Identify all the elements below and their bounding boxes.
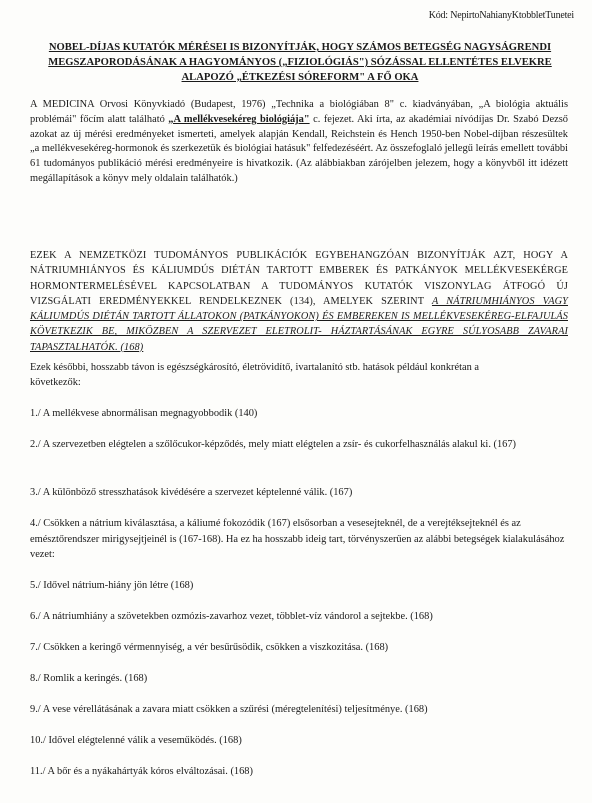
list-item-11: 11./ A bőr és a nyákahártyák kóros elváltozásai. (168) <box>30 766 253 777</box>
caps-underlined-text: A NÁTRIUMHIÁNYOS VAGY KÁLIUMDÚS DIÉTÁN TARTOTT ÁLLATOKON (PATKÁNYOKON) ÉS EMBEREKEN IS MELLÉKVESEKÉREG-ELFAJULÁS KÖVETKEZIK BE, MIKÖZBEN A SZERVEZET ELETROLIT- HÁZTARTÁSÁNAK EGYRE SÚLYOSABB ZAVARAI TAPASZTALHATÓK. (168) <box>30 295 569 353</box>
list-item-7: 7./ Csökken a keringő vérmennyiség, a vér besűrűsödik, csökken a viszkozitása. (168) <box>30 642 389 653</box>
caps-paragraph <box>30 248 568 355</box>
list-item-2: 2./ A szervezetben elégtelen a szőlőcukor-képződés, mely miatt elégtelen a zsír- és cukorfelhasználás alakul ki. (167) <box>30 439 517 450</box>
intro-chapter-title: „A mellékvesekéreg biológiája" <box>168 113 310 125</box>
intro-text-tail: c. fejezet. Aki írta, az akadémiai nívódíjas Dr. Szabó Dezső azokat az új mérési eredményeket ismerteti, amelyek alapján Kendall, Reichstein és Hench 1950-ben Nobel-díjban részesültek „a mellékvesekéreg-hormonok és szerkezetük és biológiai hatásuk" felfedezéséért. Az összefoglaló jellegű leírás emellett további 61 tudományos publikáció mérési eredményeire is hivatkozik. (Az alábbiakban zárójelben jelezem, hogy a könyvből itt idézett megállapítások a könyv mely oldalain találhatók.) <box>30 113 568 184</box>
list-item-8: 8./ Romlik a keringés. (168) <box>30 673 148 684</box>
list-item-6: 6./ A nátriumhiány a szövetekben ozmózis-zavarhoz vezet, többlet-víz vándorol a sejtekbe. (168) <box>30 611 433 622</box>
list-item-10: 10./ Idővel elégtelenné válik a veseműködés. (168) <box>30 735 242 746</box>
list-item-1: 1./ A mellékvese abnormálisan megnagyobbodik (140) <box>30 408 258 419</box>
list-item-9: 9./ A vese vérellátásának a zavara miatt csökken a szűrési (méregtelenítési) teljesítménye. (168) <box>30 704 428 715</box>
intro-text: A MEDICINA Orvosi Könyvkiadó (Budapest, 1976) „Technika a biológiában 8" c. kiadványában, „A biológia aktuális problémái" főcím alatt található <box>30 99 568 125</box>
caps-main-text: EZEK A NEMZETKÖZI TUDOMÁNYOS PUBLIKÁCIÓK EGYBEHANGZÓAN BIZONYÍTJÁK AZT, HOGY A NÁTRIUMHIÁNYOS ÉS KÁLIUMDÚS DIÉTÁN TARTOTT EMBEREK ÉS PATKÁNYOK MELLÉKVESEKÉRGE HORMONTERMELÉSÉVEL KAPCSOLATBAN A TUDOMÁNYOS KUTATÓK VISZONYLAG ÁTFOGÓ ÚJ VIZSGÁLATI EREDMÉNYEKKEL RENDELKEZNEK (134), AMELYEK SZERINT <box>30 250 568 307</box>
intro-paragraph <box>30 98 568 187</box>
lead-paragraph: Ezek későbbi, hosszabb távon is egészségkárosító, életrövidítő, ivartalanító stb. hatások például konkrétan a következők: <box>30 362 479 388</box>
document-title: NOBEL-DÍJAS KUTATÓK MÉRÉSEI IS BIZONYÍTJÁK, HOGY SZÁMOS BETEGSÉG NAGYSÁGRENDI MEGSZAPORODÁSÁNAK A HAGYOMÁNYOS („FIZIOLÓGIÁS") SÓZÁSSAL ELLENTÉTES ELVEKRE ALAPOZÓ „ÉTKEZÉSI SÓREFORM" A FŐ OKA <box>48 42 552 83</box>
document-code: Kód: NepirtoNahianyKtobbletTunetei <box>428 10 574 21</box>
list-item-3: 3./ A különböző stresszhatások kivédésére a szervezet képtelenné válik. (167) <box>30 487 353 498</box>
list-item-5: 5./ Idővel nátrium-hiány jön létre (168) <box>30 580 194 591</box>
list-item-4: 4./ Csökken a nátrium kiválasztása, a káliumé fokozódik (167) elsősorban a vesesejteknél, de a verejtéksejteknél és az emésztőrendszer mirigysejtjeinél is (167-168). Ha ez ha hosszabb ideig tart, törvényszerűen az alábbi betegségek kialakulásához vezet: <box>30 518 565 560</box>
